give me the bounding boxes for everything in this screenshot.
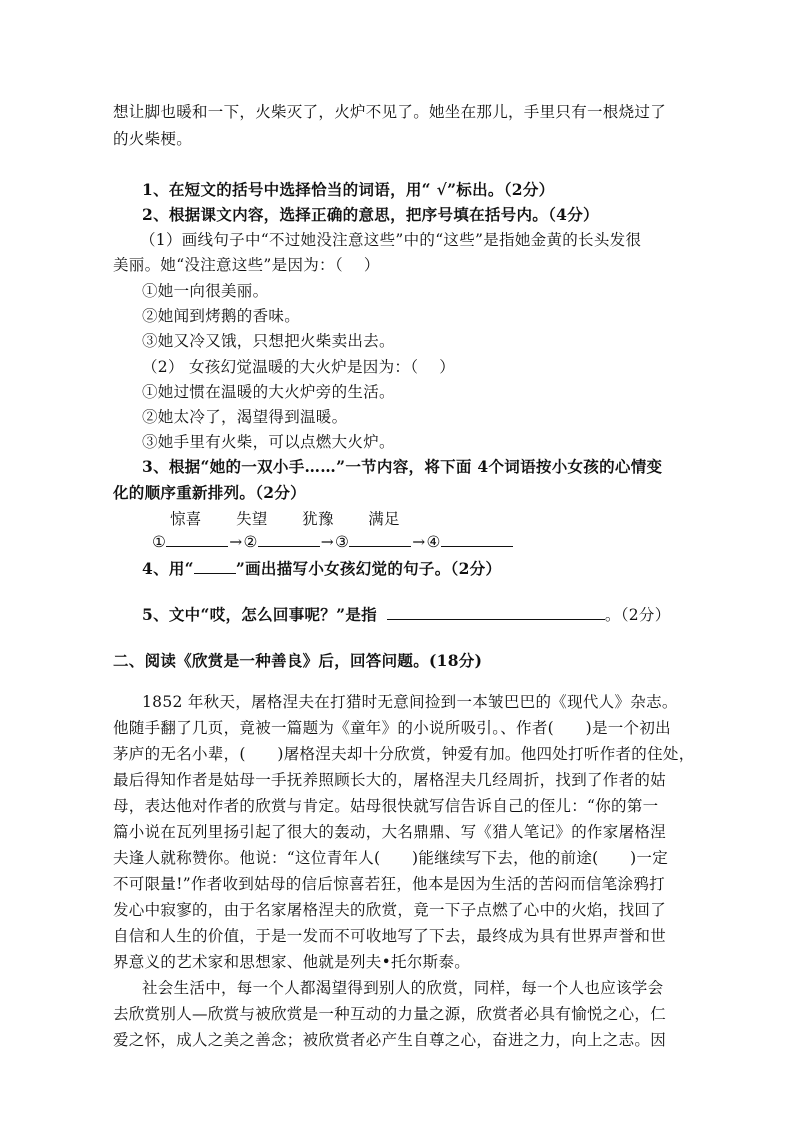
passage-line: 自信和人生的价值，于是一发而不可收地写了下去，最终成为具有世界声誉和世 (113, 927, 667, 945)
question-4-text-b: ”画出描写小女孩幻觉的句子。（2分） (235, 559, 502, 578)
word-4: 满足 (368, 510, 400, 528)
passage-line: 发心中寂寥的，由于名家屠格涅夫的欣赏，竟一下子点燃了心中的火焰，找回了 (113, 901, 667, 919)
order-blank-2[interactable] (258, 532, 320, 547)
word-2: 失望 (236, 510, 268, 528)
option-2-1-2: ②她闻到烤鹅的香味。 (142, 307, 301, 325)
answer-blank-5[interactable] (387, 605, 605, 620)
order-mark-3: ③ (335, 533, 350, 551)
question-4 (142, 557, 712, 579)
passage-line: 社会生活中，每一个人都渴望得到别人的欣赏，同样，每一个人也应该学会 (142, 979, 664, 997)
passage-line: 他随手翻了几页，竟被一篇题为《童年》的小说所吸引。、作者( )是一个初出 (113, 719, 671, 737)
section-2-heading: 二、阅读《欣赏是一种善良》后，回答问题。(18分) (113, 651, 483, 670)
question-2-1-text-b: 美丽。她“没注意这些”是因为：（ ） (113, 256, 380, 274)
option-2-1-3: ③她又冷又饿，只想把火柴卖出去。 (142, 332, 395, 350)
order-blanks (152, 532, 722, 551)
story-line-1: 想让脚也暖和一下，火柴灭了，火炉不见了。她坐在那儿，手里只有一根烧过了 (113, 103, 667, 121)
word-bank (170, 507, 740, 529)
option-2-2-3: ③她手里有火柴，可以点燃大火炉。 (142, 433, 395, 451)
passage-line: 爱之怀，成人之美之善念；被欣赏者必产生自尊之心，奋进之力，向上之志。因 (113, 1031, 667, 1049)
order-blank-1[interactable] (166, 532, 228, 547)
passage-line: 最后得知作者是姑母一手抚养照顾长大的，屠格涅夫几经周折，找到了作者的姑 (113, 771, 667, 789)
question-4-text-a: 4、用“ (142, 559, 194, 578)
arrow-icon: → (320, 533, 334, 551)
order-mark-2: ② (243, 533, 258, 551)
question-1: 1、在短文的括号中选择恰当的词语，用“ √”标出。（2分） (142, 180, 555, 199)
order-mark-1: ① (152, 533, 167, 551)
word-1: 惊喜 (170, 510, 202, 528)
passage-line: 界意义的艺术家和思想家、他就是列夫•托尔斯泰。 (113, 953, 471, 971)
passage-line: 去欣赏别人—欣赏与被欣赏是一种互动的力量之源，欣赏者必具有愉悦之心，仁 (113, 1005, 667, 1023)
passage-line: 不可限量!”作者收到姑母的信后惊喜若狂，他本是因为生活的苦闷而信笔涂鸦打 (113, 875, 665, 893)
option-2-2-2: ②她太冷了，渴望得到温暖。 (142, 408, 348, 426)
passage-line: 夫逢人就称赞你。他说：“这位青年人( )能继续写下去，他的前途( )一定 (113, 849, 669, 867)
order-mark-4: ④ (426, 533, 441, 551)
passage-line: 茅庐的无名小辈，( )屠格涅夫却十分欣赏，钟爱有加。他四处打听作者的住处， (113, 745, 695, 763)
question-2-2: （2） 女孩幻觉温暖的大火炉是因为：（ ） (142, 358, 456, 376)
question-3-text-a: 3、根据“她的一双小手……”一节内容，将下面 4个词语按小女孩的心情变 (142, 457, 663, 476)
question-2: 2、根据课文内容，选择正确的意思，把序号填在括号内。（4分） (142, 205, 599, 224)
order-blank-4[interactable] (441, 532, 513, 547)
arrow-icon: → (412, 533, 426, 551)
order-blank-3[interactable] (349, 532, 411, 547)
arrow-icon: → (229, 533, 243, 551)
question-2-1-text-a: （1）画线句子中“不过她没注意这些”中的“这些”是指她金黄的长头发很 (140, 231, 642, 249)
option-2-2-1: ①她过惯在温暖的大火炉旁的生活。 (142, 383, 395, 401)
story-line-2: 的火柴梗。 (113, 130, 193, 148)
passage-line: 1852 年秋天，屠格涅夫在打猎时无意间捡到一本皱巴巴的《现代人》杂志。 (142, 693, 678, 711)
question-3-text-b: 化的顺序重新排列。（2分） (113, 483, 306, 502)
option-2-1-1: ①她一向很美丽。 (142, 282, 269, 300)
question-5-text-a: 5、文中“哎，怎么回事呢？”是指 (142, 605, 377, 624)
question-5-text-b: 。（2分） (604, 606, 671, 624)
question-5 (142, 603, 712, 625)
passage-line: 篇小说在瓦列里扬引起了很大的轰动，大名鼎鼎、写《猎人笔记》的作家屠格涅 (113, 823, 667, 841)
word-3: 犹豫 (302, 510, 334, 528)
passage-line: 母，表达他对作者的欣赏与肯定。姑母很快就写信告诉自己的侄儿：“你的第一 (113, 797, 659, 815)
underline-sample (194, 559, 236, 574)
